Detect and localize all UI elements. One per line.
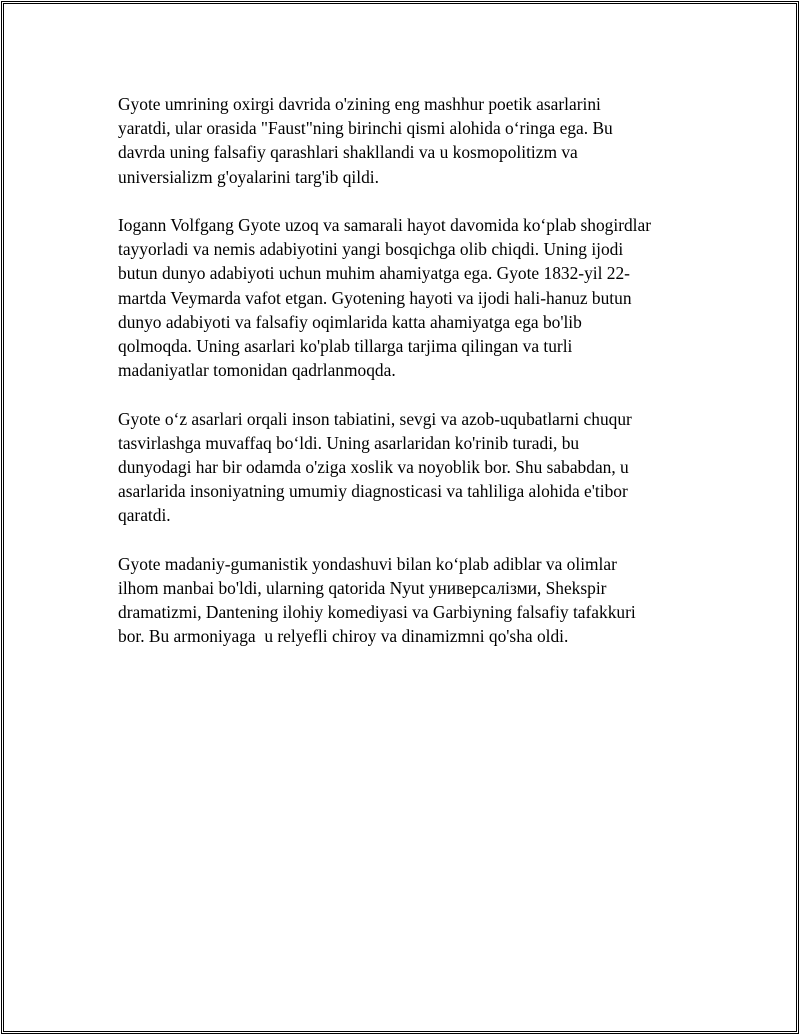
text-line: tasvirlashga muvaffaq bo‘ldi. Uning asarlaridan ko'rinib turadi, bu: [118, 432, 580, 453]
text-line: Gyote madaniy-gumanistik yondashuvi bilan ko‘plab adiblar va olimlar: [118, 553, 617, 574]
paragraph-2: [118, 213, 690, 382]
text-line: bor. Bu armoniyaga u relyefli chiroy va dinamizmni qo'sha oldi.: [118, 626, 569, 647]
text-line: Gyote umrining oxirgi davrida o'zining eng mashhur poetik asarlarini: [118, 94, 601, 114]
text-line: madaniyatlar tomonidan qadrlanmoqda.: [118, 360, 396, 381]
text-line: dramatizmi, Dantening ilohiy komediyasi va Garbiyning falsafiy tafakkuri: [118, 602, 636, 623]
text-line: butun dunyo adabiyoti uchun muhim ahamiyatga ega. Gyote 1832-yil 22-: [118, 263, 630, 284]
text-line: yaratdi, ular orasida "Faust"ning birinchi qismi alohida o‘ringa ega. Bu: [118, 118, 613, 139]
paragraph-3: [118, 407, 690, 528]
text-line: dunyodagi har bir odamda o'ziga xoslik va noyoblik bor. Shu sababdan, u: [118, 457, 629, 478]
text-line: dunyo adabiyoti va falsafiy oqimlarida katta ahamiyatga ega bo'lib: [118, 311, 582, 332]
document-body: [118, 92, 690, 673]
text-line: martda Veymarda vafot etgan. Gyotening hayoti va ijodi hali-hanuz butun: [118, 287, 632, 308]
text-line: Iogann Volfgang Gyote uzoq va samarali hayot davomida ko‘plab shogirdlar: [118, 215, 652, 235]
text-line: tayyorladi va nemis adabiyotini yangi bosqichga olib chiqdi. Uning ijodi: [118, 239, 624, 260]
text-line: qolmoqda. Uning asarlari ko'plab tillarga tarjima qilingan va turli: [118, 336, 573, 357]
text-line: ilhom manbai bo'ldi, ularning qatorida Nyut универсалізми, Shekspir: [118, 578, 607, 599]
text-line: asarlarida insoniyatning umumiy diagnosticasi va tahliliga alohida e'tibor: [118, 481, 628, 502]
text-line: universializm g'oyalarini targ'ib qildi.: [118, 166, 379, 187]
paragraph-1: [118, 92, 690, 189]
text-line: Gyote o‘z asarlari orqali inson tabiatini, sevgi va azob-uqubatlarni chuqur: [118, 408, 632, 429]
text-line: qaratdi.: [118, 505, 171, 526]
text-line: davrda uning falsafiy qarashlari shakllandi va u kosmopolitizm va: [118, 142, 578, 163]
paragraph-4: [118, 552, 690, 649]
